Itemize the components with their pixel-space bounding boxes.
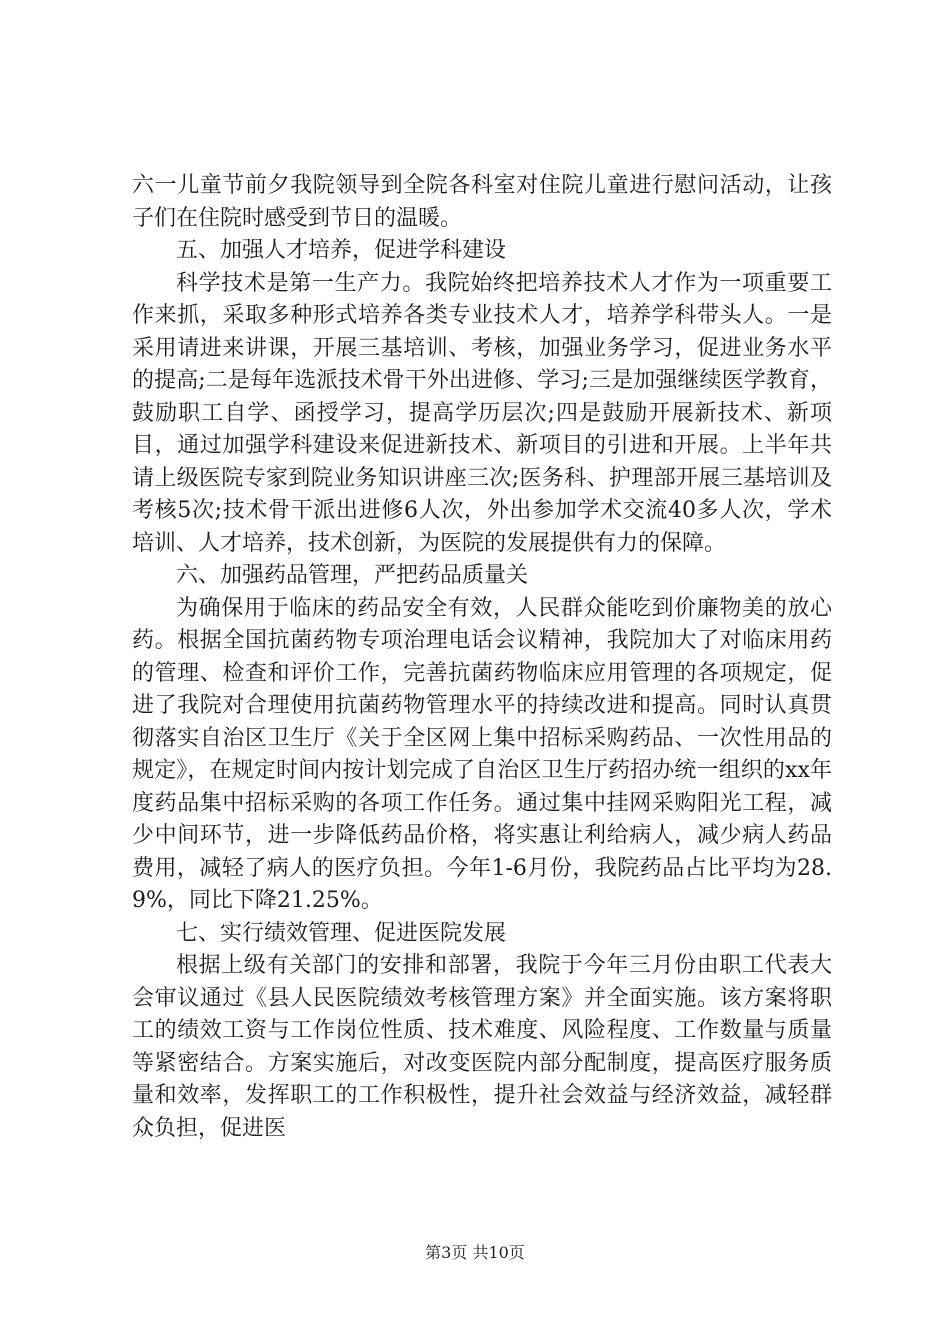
section-heading-5: 五、加强人才培养，促进学科建设 — [176, 238, 507, 263]
section-heading-7: 七、实行绩效管理、促进医院发展 — [176, 920, 507, 946]
paragraph-talent-training: 科学技术是第一生产力。我院始终把培养技术人才作为一项重要工作来抓，采取多种形式培养各类专业技术人才，培养学科带头人。一是采用请进来讲课，开展三基培训、考核，加强业务学习，促进业务水平的提高;二是每年选派技术骨干外出进修、学习;三是加强继续医学教育，鼓励职工自学、函授学习，提高学历层次;四是鼓励开展新技术、新项目，通过加强学科建设来促进新技术、新项目的引进和开展。上半年共请上级医院专家到院业务知识讲座三次;医务科、护理部开展三基培训及考核5次;技术骨干派出进修6人次，外出参加学术交流40多人次，学术培训、人才培养，技术创新，为医院的发展提供有力的保障。 — [132, 270, 832, 556]
paragraph-performance-management: 根据上级有关部门的安排和部署，我院于今年三月份由职工代表大会审议通过《县人民医院绩效考核管理方案》并全面实施。该方案将职工的绩效工资与工作岗位性质、技术难度、风险程度、工作数量与质量等紧密结合。方案实施后，对改变医院内部分配制度，提高医疗服务质量和效率，发挥职工的工作积极性，提升社会效益与经济效益，减轻群众负担，促进医 — [132, 953, 832, 1141]
page-footer: 第3页 共10页 — [425, 1243, 525, 1262]
document-body — [132, 170, 832, 1145]
section-heading-6: 六、加强药品管理，严把药品质量关 — [176, 563, 529, 588]
paragraph-drug-management: 为确保用于临床的药品安全有效，人民群众能吃到价廉物美的放心药。根据全国抗菌药物专项治理电话会议精神，我院加大了对临床用药的管理、检查和评价工作，完善抗菌药物临床应用管理的各项规定，促进了我院对合理使用抗菌药物管理水平的持续改进和提高。同时认真贯彻落实自治区卫生厅《关于全区网上集中招标采购药品、一次性用品的规定》，在规定时间内按计划完成了自治区卫生厅药招办统一组织的xx年度药品集中招标采购的各项工作任务。通过集中挂网采购阳光工程，减少中间环节，进一步降低药品价格，将实惠让利给病人，减少病人药品费用，减轻了病人的医疗负担。今年1-6月份，我院药品占比平均为28.9%，同比下降21.25%。 — [132, 595, 832, 913]
paragraph-intro: 六一儿童节前夕我院领导到全院各科室对住院儿童进行慰问活动，让孩子们在住院时感受到节日的温暖。 — [132, 173, 832, 231]
